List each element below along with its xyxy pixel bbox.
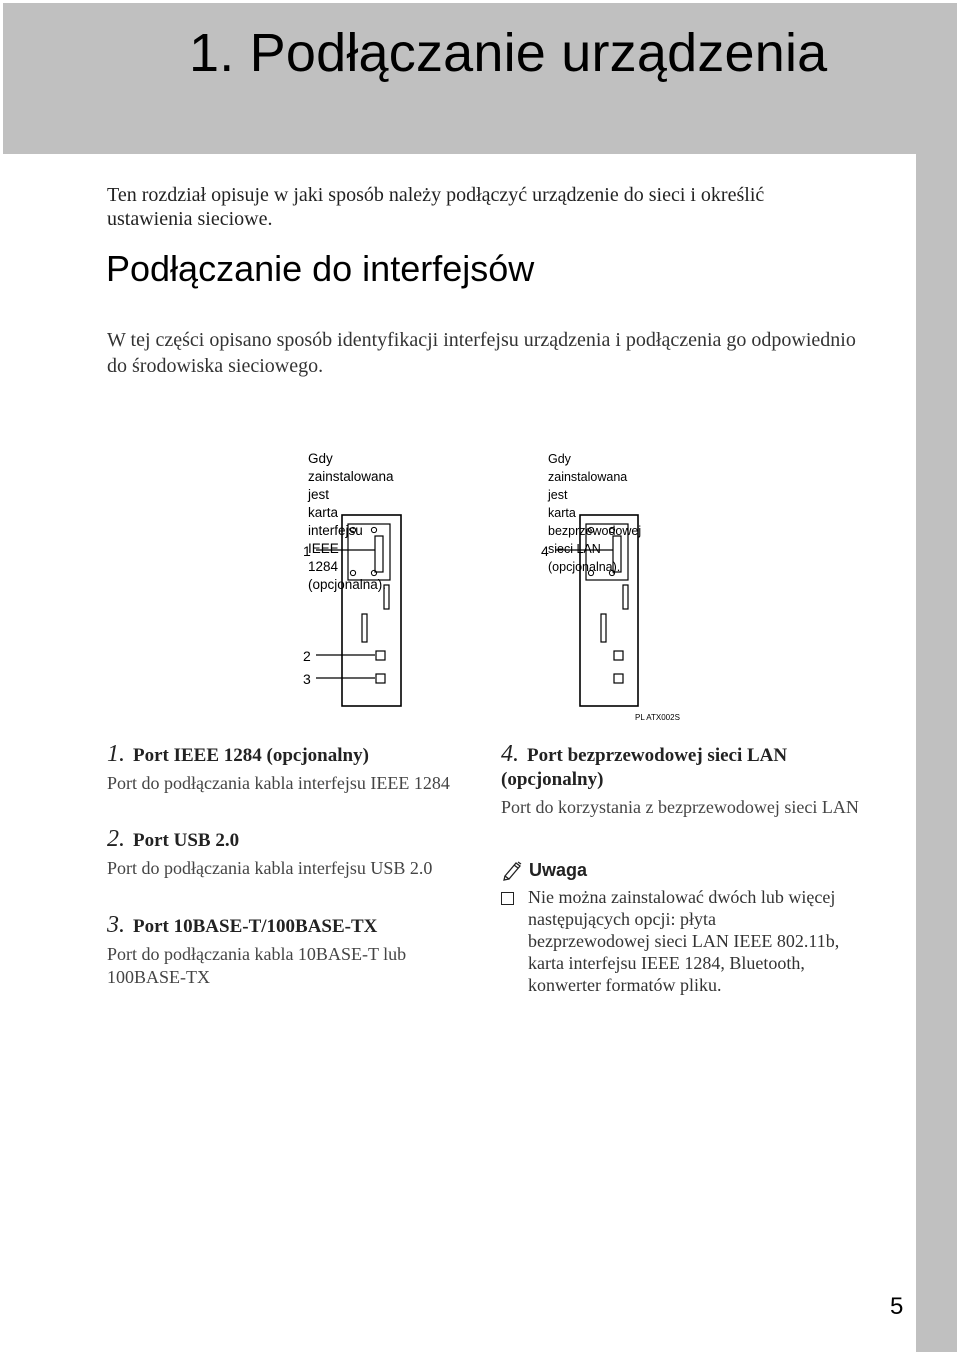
port-item-title [107, 742, 467, 768]
item-title-text: Port 10BASE-T/100BASE-TX [133, 916, 378, 937]
callout-label-3: 3 [303, 671, 311, 687]
slot-icon [623, 585, 628, 609]
port-item-description: Port do podłączania kabla 10BASE-T lub 100BASE-TX [107, 944, 407, 987]
section-description: W tej części opisano sposób identyfikacji interfejsu urządzenia i podłączenia go odpowiednio do środowiska sieciowego. [107, 329, 856, 377]
left-rear-panel [342, 515, 401, 706]
wireless-lan-connector [613, 536, 621, 572]
callout-label-4: 4 [541, 543, 549, 559]
right-caption-line: sieci LAN (opcjonalna). [548, 542, 621, 574]
item-number: 3. [107, 912, 125, 938]
pencil-icon [501, 859, 525, 881]
screw-icon [588, 570, 593, 575]
port-item-description: Port do podłączania kabla interfejsu USB 2.0 [107, 858, 433, 878]
slot-icon [601, 614, 606, 642]
item-title-text: Port IEEE 1284 (opcjonalny) [133, 745, 369, 766]
callout-label-1: 1 [303, 543, 311, 559]
ethernet-port-icon [376, 674, 385, 683]
callout-label-2: 2 [303, 648, 311, 664]
item-number: 2. [107, 826, 125, 852]
port-item-1 [107, 742, 467, 795]
screw-icon [350, 527, 355, 532]
panel-drawing [280, 440, 700, 740]
slot-icon [362, 614, 367, 642]
section-heading: Podłączanie do interfejsów [106, 248, 535, 289]
screw-icon [371, 527, 376, 532]
chapter-title: 1. Podłączanie urządzenia [189, 23, 828, 83]
note-item [501, 886, 841, 996]
figure-code: PL ATX002S [635, 713, 680, 722]
left-caption-line: 1284 (opcjonalna). [308, 559, 387, 592]
port-item-4 [501, 742, 861, 819]
item-title-text: Port USB 2.0 [133, 830, 240, 851]
page-number: 5 [890, 1293, 904, 1320]
screw-icon [350, 570, 355, 575]
port-item-2 [107, 827, 467, 880]
port-item-title [501, 742, 861, 792]
ethernet-port-icon [614, 674, 623, 683]
screw-icon [609, 570, 614, 575]
left-caption-line: Gdy zainstalowana jest [308, 451, 394, 502]
note-header [501, 859, 587, 881]
chapter-intro: Ten rozdział opisuje w jaki sposób należy podłączyć urządzenie do sieci i określić ustawienia sieciowe. [107, 184, 765, 230]
port-item-description: Port do korzystania z bezprzewodowej sieci LAN [501, 797, 859, 817]
right-rear-panel [580, 515, 638, 706]
usb-port-icon [614, 651, 623, 660]
note-text: Nie można zainstalować dwóch lub więcej następujących opcji: płyta bezprzewodowej sieci LAN IEEE 802.11b, karta interfejsu IEEE 1284, Bluetooth, konwerter formatów pliku. [528, 887, 840, 995]
checkbox-icon [501, 892, 514, 905]
port-item-description: Port do podłączania kabla interfejsu IEEE 1284 [107, 773, 450, 793]
item-number: 1. [107, 741, 125, 767]
left-caption-line: karta interfejsu IEEE [308, 505, 363, 556]
port-item-title [107, 913, 467, 939]
note-label: Uwaga [529, 859, 588, 880]
slot-icon [384, 585, 389, 609]
item-number: 4. [501, 741, 519, 767]
right-caption-line: karta bezprzewodowej [548, 506, 642, 538]
port-item-3 [107, 913, 467, 989]
port-item-title [107, 827, 467, 853]
ieee1284-connector [375, 536, 383, 572]
screw-icon [371, 570, 376, 575]
right-caption-line: Gdy zainstalowana jest [548, 452, 628, 502]
usb-port-icon [376, 651, 385, 660]
screw-icon [588, 527, 593, 532]
item-title-text: Port bezprzewodowej sieci LAN (opcjonalny) [501, 745, 788, 790]
screw-icon [609, 527, 614, 532]
chapter-side-tab [916, 154, 957, 1352]
